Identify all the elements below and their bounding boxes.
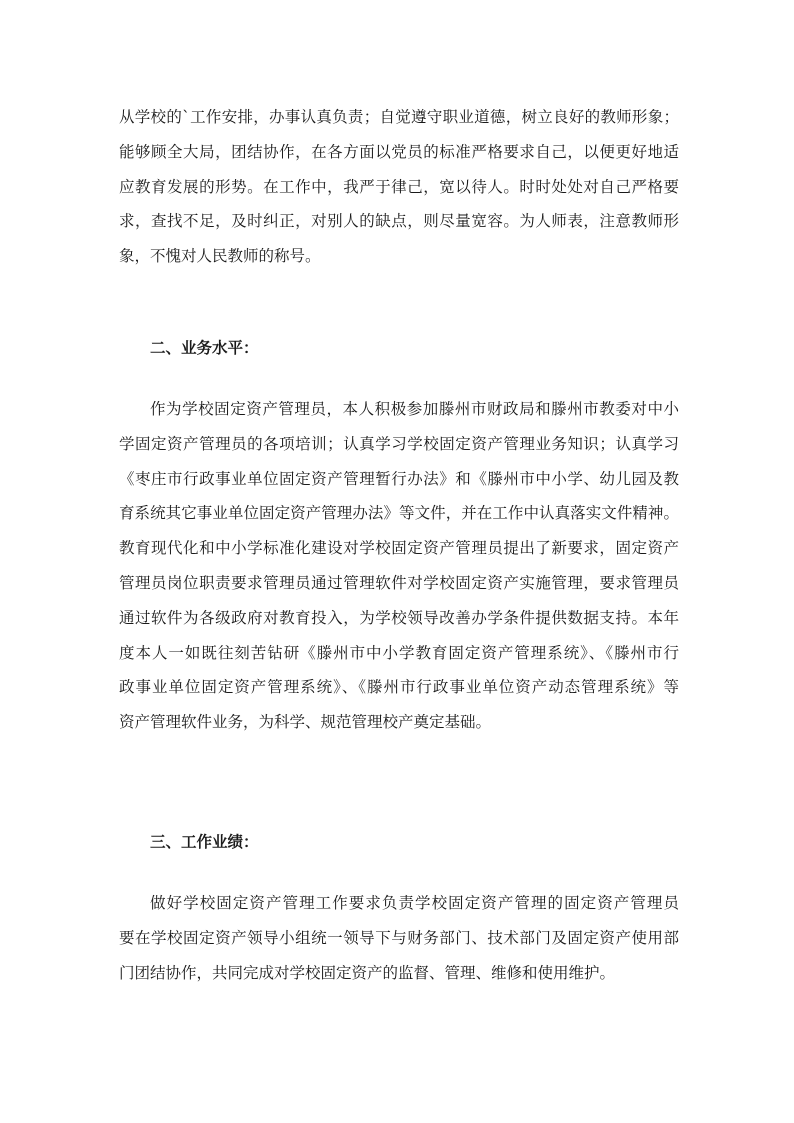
paragraph-line: 象，不愧对人民教师的称号。: [119, 247, 321, 266]
paragraph-line: 要在学校固定资产领导小组统一领导下与财务部门、技术部门及固定资产使用部: [119, 928, 679, 947]
paragraph-line: 教育现代化和中小学标准化建设对学校固定资产管理员提出了新要求，固定资产: [119, 539, 679, 558]
paragraph-line: 管理员岗位职责要求管理员通过管理软件对学校固定资产实施管理，要求管理员: [119, 573, 679, 592]
paragraph-work-attitude: [119, 100, 679, 274]
paragraph-business-level: [119, 392, 679, 740]
paragraph-line: 度本人一如既往刻苦钻研《滕州市中小学教育固定资产管理系统》、《滕州市行: [119, 643, 679, 662]
paragraph-line: 做好学校固定资产管理工作要求负责学校固定资产管理的固定资产管理员: [150, 894, 679, 912]
paragraph-line: 应教育发展的形势。在工作中，我严于律己，宽以待人。时时处处对自己严格要: [119, 177, 679, 196]
section-heading-business-level: 二、业务水平：: [150, 339, 259, 357]
paragraph-line: 育系统其它事业单位固定资产管理办法》等文件，并在工作中认真落实文件精神。: [119, 504, 679, 523]
paragraph-line: 通过软件为各级政府对教育投入，为学校领导改善办学条件提供数据支持。本年: [119, 608, 679, 627]
paragraph-line: 《枣庄市行政事业单位固定资产管理暂行办法》和《滕州市中小学、幼儿园及教: [119, 469, 679, 488]
paragraph-work-achievements: [119, 886, 679, 990]
paragraph-line: 资产管理软件业务，为科学、规范管理校产奠定基础。: [119, 713, 492, 732]
paragraph-line: 求，查找不足，及时纠正，对别人的缺点，则尽量宽容。为人师表，注意教师形: [119, 212, 679, 231]
paragraph-line: 门团结协作，共同完成对学校固定资产的监督、管理、维修和使用维护。: [119, 963, 616, 982]
paragraph-line: 作为学校固定资产管理员，本人积极参加滕州市财政局和滕州市教委对中小: [150, 400, 679, 418]
section-heading-work-achievements: 三、工作业绩：: [150, 833, 259, 851]
paragraph-line: 学固定资产管理员的各项培训；认真学习学校固定资产管理业务知识；认真学习: [119, 434, 679, 453]
paragraph-line: 从学校的`工作安排，办事认真负责；自觉遵守职业道德，树立良好的教师形象；: [119, 108, 679, 126]
paragraph-line: 政事业单位固定资产管理系统》、《滕州市行政事业单位资产动态管理系统》等: [119, 678, 679, 697]
paragraph-line: 能够顾全大局，团结协作，在各方面以党员的标准严格要求自己，以便更好地适: [119, 142, 679, 161]
